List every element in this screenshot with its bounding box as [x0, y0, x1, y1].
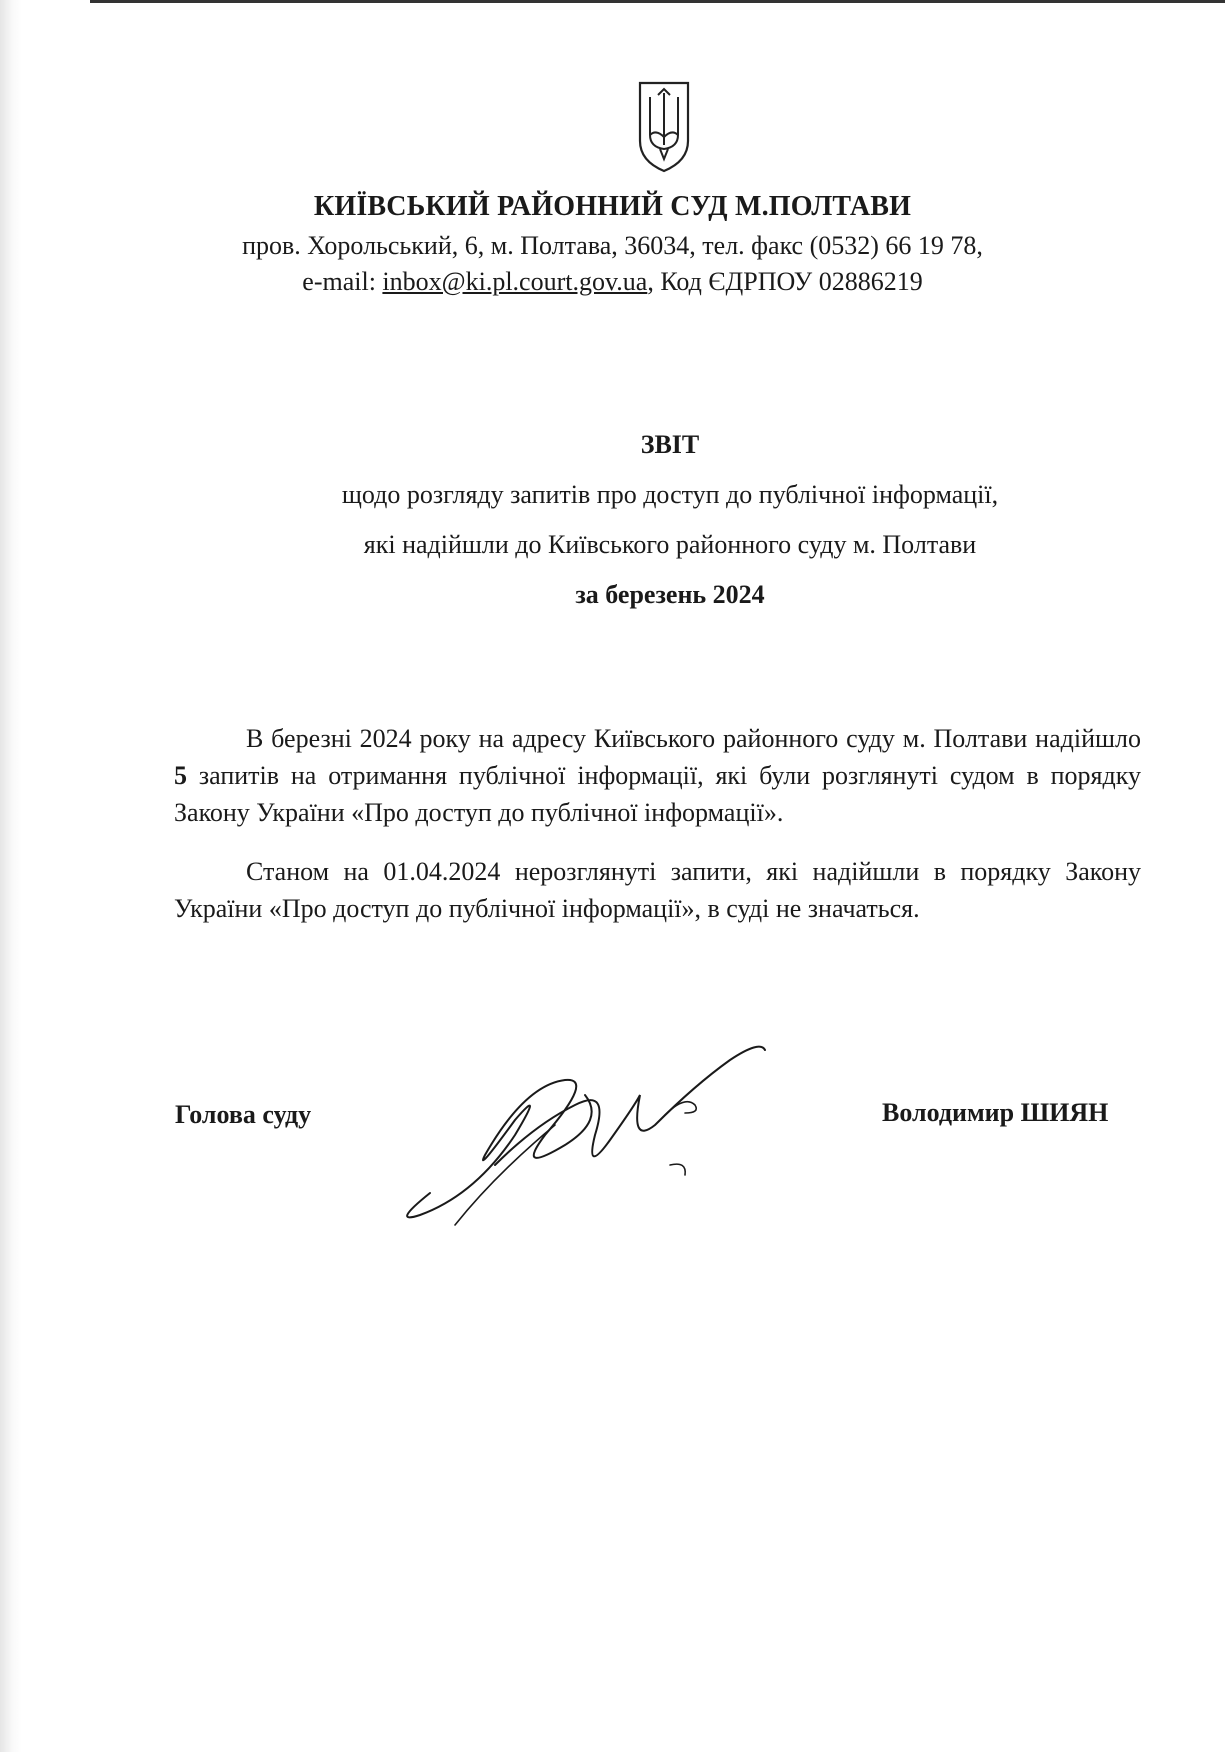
report-subtitle-line1: щодо розгляду запитів про доступ до публічної інформації, [341, 480, 999, 509]
signatory-role: Голова суду [175, 1100, 312, 1129]
email-link[interactable]: inbox@ki.pl.court.gov.ua [382, 267, 648, 296]
report-title: ЗВІТ [640, 430, 700, 459]
email-label: e-mail: [302, 267, 383, 296]
trident-emblem-icon [636, 79, 692, 174]
edrpou-code: , Код ЄДРПОУ 02886219 [647, 267, 923, 296]
requests-count: 5 [174, 761, 187, 790]
p1-start: В березні 2024 року на адресу Київського районного суду м. Полтави надійшло [246, 724, 1141, 753]
court-name: КИЇВСЬКИЙ РАЙОННИЙ СУД М.ПОЛТАВИ [313, 191, 912, 222]
p1-end: запитів на отримання публічної інформації, які були розглянуті судом в порядку Закону України «Про доступ до публічної інформації». [174, 761, 1141, 827]
paragraph-requests [174, 720, 1141, 831]
scan-edge-shadow [0, 0, 22, 1752]
court-address: пров. Хорольський, 6, м. Полтава, 36034, тел. факс (0532) 66 19 78, [242, 231, 983, 260]
report-period: за березень 2024 [575, 580, 765, 609]
report-subtitle-line2: які надійшли до Київського районного суду м. Полтави [363, 530, 977, 559]
handwritten-signature [395, 1025, 795, 1240]
scan-top-border [90, 0, 1225, 3]
court-contacts [0, 267, 1225, 297]
signatory-name: Володимир ШИЯН [882, 1098, 1109, 1127]
paragraph-status: Станом на 01.04.2024 нерозглянуті запити, які надійшли в порядку Закону України «Про доступ до публічної інформації», в суді не значаться. [174, 857, 1141, 923]
